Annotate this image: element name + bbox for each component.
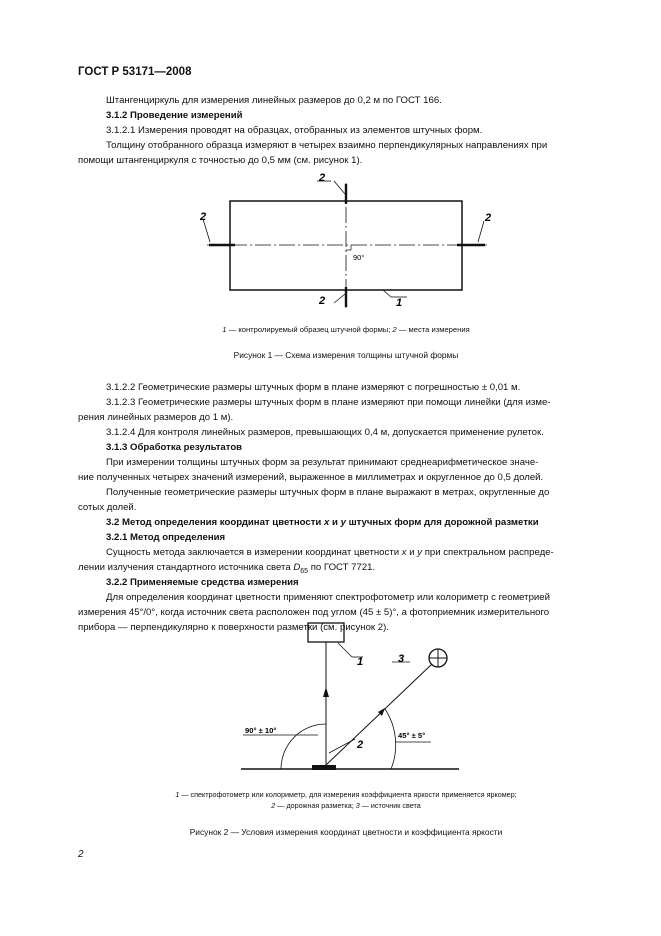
paragraph-3-2-2-line1: Для определения координат цветности применяют спектрофотометр или колориметр с геометрией — [106, 592, 550, 603]
paragraph-3-1-2-3-line1: 3.1.2.3 Геометрические размеры штучных форм в плане измеряют при помощи линейки (для изме- — [106, 397, 551, 408]
label-device: 1 — [357, 656, 364, 668]
figure-1-legend: 1 — контролируемый образец штучной формы; 2 — места измерения — [222, 325, 470, 334]
paragraph-3-1-2-1: 3.1.2.1 Измерения проводят на образцах, отобранных из элементов штучных форм. — [106, 125, 483, 136]
angle-label-right: 45° ± 5° — [398, 731, 426, 740]
right-angle-mark — [346, 245, 351, 250]
heading-3-2-1: 3.2.1 Метод определения — [106, 532, 226, 543]
paragraph-result-line2: ние полученных четырех значений измерений, выраженное в миллиметрах и округленное до 0,5 долей. — [78, 472, 544, 483]
diagonal-beam — [326, 664, 432, 765]
label-marking: 2 — [357, 739, 364, 751]
spectrophotometer-box — [308, 623, 344, 642]
vertical-arrow — [323, 687, 329, 697]
paragraph-3-1-2-2: 3.1.2.2 Геометрические размеры штучных форм в плане измеряют с погрешностью ± 0,01 м. — [106, 382, 521, 393]
label-bottom: 2 — [319, 295, 326, 307]
figure-2-legend-line1: 1 — спектрофотометр или колориметр, для измерения коэффициента яркости применяется яркомер; — [175, 790, 517, 799]
paragraph-caliper: Штангенциркуль для измерения линейных размеров до 0,2 м по ГОСТ 166. — [106, 95, 442, 106]
angle-label: 90° — [353, 253, 365, 262]
heading-3-2: 3.2 Метод определения координат цветности x и y штучных форм для дорожной разметки — [106, 517, 539, 528]
page-number: 2 — [78, 849, 84, 860]
figure-2-legend-line2: 2 — дорожная разметка; 3 — источник света — [271, 801, 421, 810]
paragraph-3-2-1-line2: лении излучения стандартного источника света $D_{65}$ по ГОСТ 7721. — [78, 562, 376, 575]
figure-1-caption: Рисунок 1 — Схема измерения толщины штучной формы — [233, 350, 459, 360]
paragraph-3-1-2-3-line2: рения линейных размеров до 1 м). — [78, 412, 234, 423]
heading-3-1-2: 3.1.2 Проведение измерений — [106, 110, 243, 121]
paragraph-3-2-1-line1: Сущность метода заключается в измерении координат цветности x и y при спектральном распреде- — [106, 547, 554, 558]
label-top: 2 — [319, 172, 326, 184]
label-sample: 1 — [396, 297, 403, 309]
paragraph-3-2-2-line3: прибора — перпендикулярно к поверхности разметки (см. рисунок 2). — [78, 622, 389, 633]
angle-arc-right — [385, 709, 396, 769]
label-left: 2 — [200, 211, 207, 223]
angle-arc-left — [281, 724, 326, 769]
heading-3-2-2: 3.2.2 Применяемые средства измерения — [106, 577, 299, 588]
road-marking — [312, 765, 336, 770]
paragraph-3-1-2-4: 3.1.2.4 Для контроля линейных размеров, превышающих 0,4 м, допускается применение рулеток. — [106, 427, 544, 438]
angle-label-left: 90° ± 10° — [245, 726, 277, 735]
document-id: ГОСТ Р 53171—2008 — [78, 66, 192, 78]
paragraph-thickness-line2: помощи штангенциркуля с точностью до 0,5 мм (см. рисунок 1). — [78, 155, 363, 166]
heading-3-1-3: 3.1.3 Обработка результатов — [106, 442, 243, 453]
label-source: 3 — [398, 653, 405, 665]
label-right: 2 — [485, 212, 492, 224]
paragraph-result-line4: сотых долей. — [78, 502, 137, 513]
paragraph-result-line3: Полученные геометрические размеры штучных форм в плане выражают в метрах, округленные до — [106, 487, 550, 498]
figure-2-caption: Рисунок 2 — Условия измерения координат цветности и коэффициента яркости — [189, 827, 503, 837]
figure-1-diagram — [195, 168, 495, 313]
paragraph-thickness-line1: Толщину отобранного образца измеряют в четырех взаимно перпендикулярных направлениях при — [106, 140, 548, 151]
figure-2-diagram — [235, 617, 465, 779]
paragraph-result-line1: При измерении толщины штучных форм за результат принимают среднеарифметическое значе- — [106, 457, 539, 468]
paragraph-3-2-2-line2: измерения 45°/0°, когда источник света расположен под углом (45 ± 5)°, а фотоприемник измерительного — [78, 607, 550, 618]
